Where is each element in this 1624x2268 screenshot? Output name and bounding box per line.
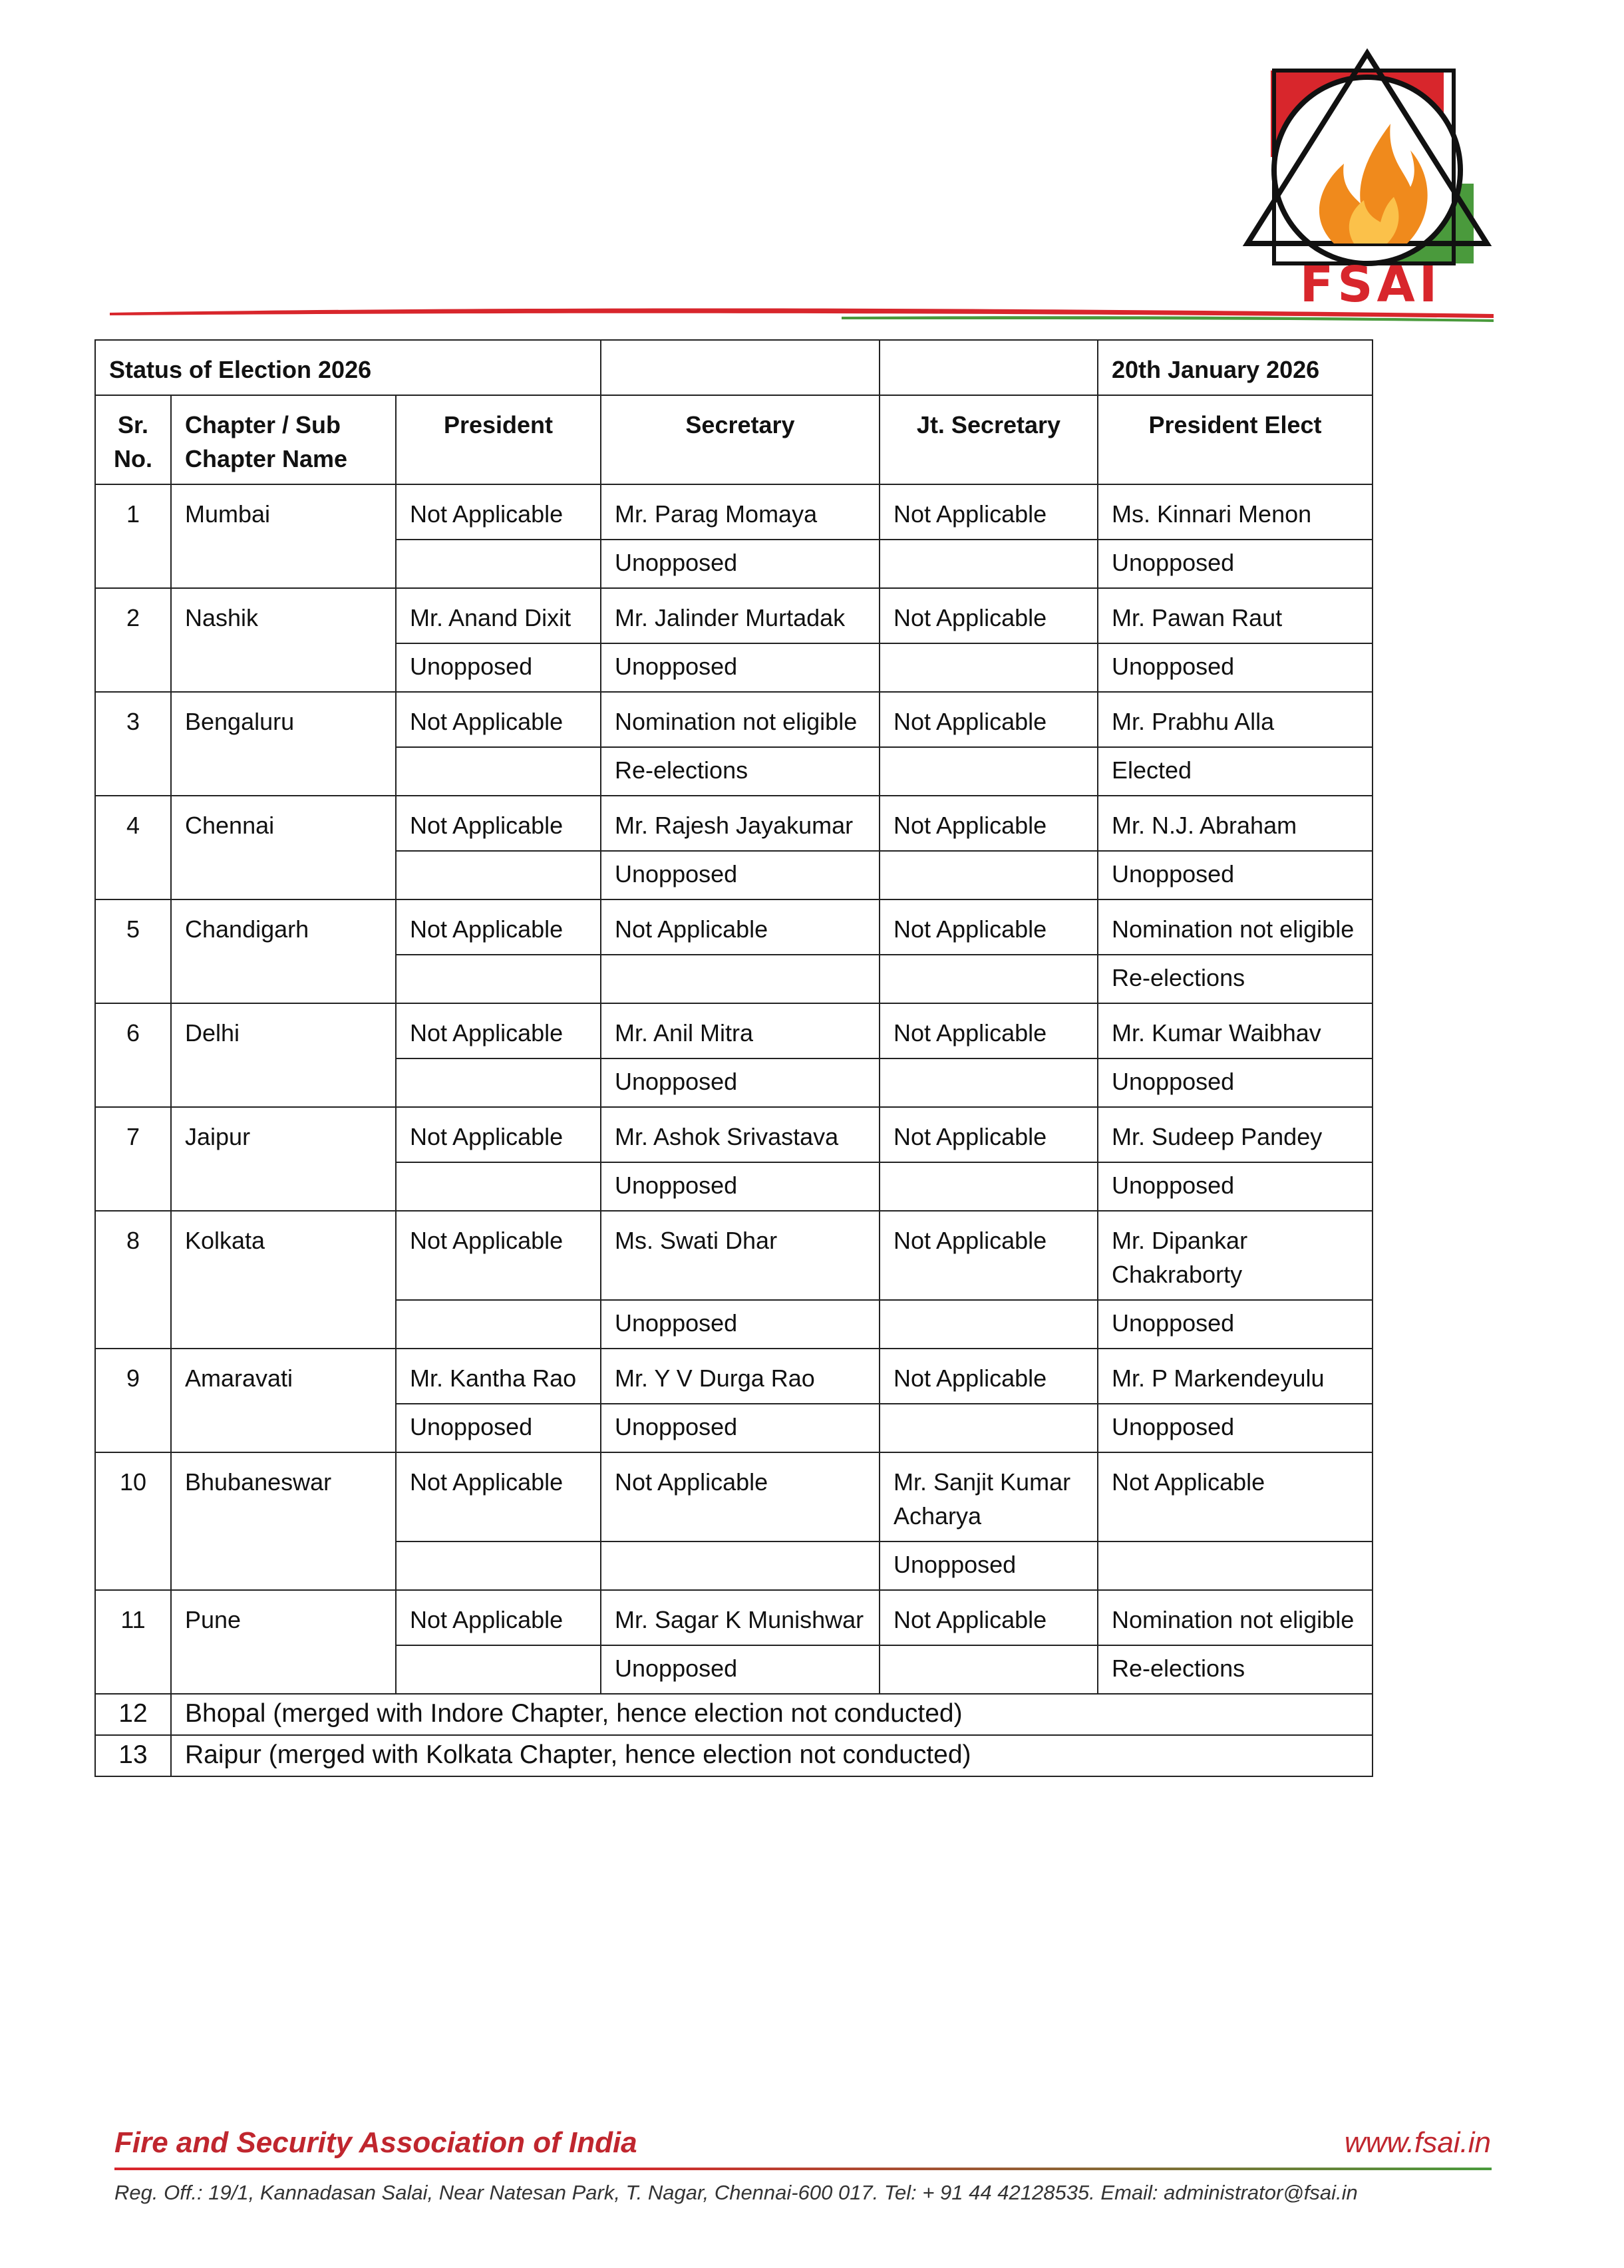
table-row bbox=[95, 1452, 1373, 1541]
footer-website-link[interactable]: www.fsai.in bbox=[1344, 2126, 1491, 2159]
row-sr-number: 6 bbox=[95, 1003, 171, 1107]
table-date: 20th January 2026 bbox=[1098, 340, 1373, 395]
cell-president-elect-status: Unopposed bbox=[1098, 540, 1373, 588]
cell-president-elect-name: Mr. Sudeep Pandey bbox=[1098, 1107, 1373, 1162]
cell-secretary-status: Unopposed bbox=[601, 1162, 880, 1211]
row-chapter-name: Jaipur bbox=[171, 1107, 396, 1211]
cell-president-elect-name: Mr. Kumar Waibhav bbox=[1098, 1003, 1373, 1058]
cell-president-elect-status: Re-elections bbox=[1098, 955, 1373, 1003]
cell-jt-secretary-status bbox=[880, 1058, 1098, 1107]
cell-president-elect-name: Mr. N.J. Abraham bbox=[1098, 796, 1373, 851]
table-row bbox=[95, 588, 1373, 643]
table-title-row bbox=[95, 340, 1373, 395]
table-title: Status of Election 2026 bbox=[95, 340, 601, 395]
cell-jt-secretary-status bbox=[880, 1162, 1098, 1211]
cell-president-elect-status: Unopposed bbox=[1098, 1058, 1373, 1107]
cell-president-status: Unopposed bbox=[396, 643, 601, 692]
row-sr-number: 1 bbox=[95, 484, 171, 588]
cell-secretary-status: Unopposed bbox=[601, 1645, 880, 1694]
cell-secretary-name: Mr. Y V Durga Rao bbox=[601, 1349, 880, 1404]
cell-president-elect-status: Unopposed bbox=[1098, 851, 1373, 899]
table-row bbox=[95, 1349, 1373, 1404]
row-chapter-name: Bengaluru bbox=[171, 692, 396, 796]
cell-president-elect-name: Not Applicable bbox=[1098, 1452, 1373, 1541]
cell-president-name: Not Applicable bbox=[396, 899, 601, 955]
cell-president-status bbox=[396, 1162, 601, 1211]
cell-secretary-name: Mr. Sagar K Munishwar bbox=[601, 1590, 880, 1645]
row-chapter-name: Bhubaneswar bbox=[171, 1452, 396, 1590]
header-divider bbox=[110, 301, 1494, 341]
row-sr-number: 4 bbox=[95, 796, 171, 899]
cell-president-elect-status: Re-elections bbox=[1098, 1645, 1373, 1694]
cell-jt-secretary-status bbox=[880, 540, 1098, 588]
row-chapter-name: Amaravati bbox=[171, 1349, 396, 1452]
cell-jt-secretary-name: Not Applicable bbox=[880, 1590, 1098, 1645]
cell-president-status: Unopposed bbox=[396, 1404, 601, 1452]
cell-secretary-name: Mr. Ashok Srivastava bbox=[601, 1107, 880, 1162]
row-chapter-name: Mumbai bbox=[171, 484, 396, 588]
cell-president-status bbox=[396, 1300, 601, 1349]
cell-secretary-status: Unopposed bbox=[601, 540, 880, 588]
cell-secretary-name: Not Applicable bbox=[601, 899, 880, 955]
row-chapter-name: Kolkata bbox=[171, 1211, 396, 1349]
cell-secretary-name: Mr. Anil Mitra bbox=[601, 1003, 880, 1058]
row-chapter-name: Chennai bbox=[171, 796, 396, 899]
cell-secretary-status: Re-elections bbox=[601, 747, 880, 796]
cell-jt-secretary-name: Not Applicable bbox=[880, 692, 1098, 747]
row-sr-number: 11 bbox=[95, 1590, 171, 1694]
cell-jt-secretary-name: Not Applicable bbox=[880, 1211, 1098, 1300]
cell-president-elect-name: Nomination not eligible bbox=[1098, 899, 1373, 955]
cell-president-name: Not Applicable bbox=[396, 1107, 601, 1162]
row-sr-number: 2 bbox=[95, 588, 171, 692]
note-text: Raipur (merged with Kolkata Chapter, hence election not conducted) bbox=[171, 1735, 1373, 1776]
cell-jt-secretary-name: Not Applicable bbox=[880, 899, 1098, 955]
cell-president-name: Not Applicable bbox=[396, 796, 601, 851]
table-header-row bbox=[95, 395, 1373, 484]
cell-secretary-name: Mr. Parag Momaya bbox=[601, 484, 880, 540]
table-row bbox=[95, 796, 1373, 851]
row-sr-number: 9 bbox=[95, 1349, 171, 1452]
cell-president-name: Not Applicable bbox=[396, 1003, 601, 1058]
cell-secretary-status bbox=[601, 955, 880, 1003]
cell-secretary-status: Unopposed bbox=[601, 1404, 880, 1452]
cell-jt-secretary-name: Mr. Sanjit Kumar Acharya bbox=[880, 1452, 1098, 1541]
cell-president-elect-status: Unopposed bbox=[1098, 1300, 1373, 1349]
footer-divider bbox=[114, 2168, 1492, 2170]
header-chapter: Chapter / Sub Chapter Name bbox=[171, 395, 396, 484]
cell-jt-secretary-status bbox=[880, 1300, 1098, 1349]
cell-president-name: Not Applicable bbox=[396, 692, 601, 747]
cell-president-elect-status: Unopposed bbox=[1098, 643, 1373, 692]
cell-president-status bbox=[396, 955, 601, 1003]
cell-jt-secretary-status bbox=[880, 747, 1098, 796]
table-row bbox=[95, 692, 1373, 747]
cell-secretary-status: Unopposed bbox=[601, 851, 880, 899]
row-chapter-name: Nashik bbox=[171, 588, 396, 692]
cell-president-elect-name: Ms. Kinnari Menon bbox=[1098, 484, 1373, 540]
header-jt-secretary: Jt. Secretary bbox=[880, 395, 1098, 484]
row-sr-number: 5 bbox=[95, 899, 171, 1003]
cell-president-status bbox=[396, 851, 601, 899]
cell-jt-secretary-name: Not Applicable bbox=[880, 796, 1098, 851]
cell-president-elect-status: Unopposed bbox=[1098, 1404, 1373, 1452]
cell-secretary-status bbox=[601, 1541, 880, 1590]
table-row bbox=[95, 484, 1373, 540]
note-sr-number: 13 bbox=[95, 1735, 171, 1776]
cell-president-elect-status: Elected bbox=[1098, 747, 1373, 796]
cell-president-elect-name: Nomination not eligible bbox=[1098, 1590, 1373, 1645]
row-chapter-name: Delhi bbox=[171, 1003, 396, 1107]
cell-jt-secretary-name: Not Applicable bbox=[880, 1107, 1098, 1162]
table-row bbox=[95, 1003, 1373, 1058]
table-row bbox=[95, 899, 1373, 955]
cell-jt-secretary-name: Not Applicable bbox=[880, 1349, 1098, 1404]
cell-jt-secretary-name: Not Applicable bbox=[880, 484, 1098, 540]
cell-secretary-name: Not Applicable bbox=[601, 1452, 880, 1541]
cell-president-name: Not Applicable bbox=[396, 484, 601, 540]
table-row bbox=[95, 1107, 1373, 1162]
cell-jt-secretary-name: Not Applicable bbox=[880, 1003, 1098, 1058]
cell-secretary-name: Mr. Jalinder Murtadak bbox=[601, 588, 880, 643]
cell-president-elect-name: Mr. Pawan Raut bbox=[1098, 588, 1373, 643]
cell-secretary-name: Ms. Swati Dhar bbox=[601, 1211, 880, 1300]
row-sr-number: 8 bbox=[95, 1211, 171, 1349]
header-president: President bbox=[396, 395, 601, 484]
cell-jt-secretary-status bbox=[880, 1404, 1098, 1452]
row-chapter-name: Pune bbox=[171, 1590, 396, 1694]
cell-president-name: Mr. Anand Dixit bbox=[396, 588, 601, 643]
cell-secretary-name: Nomination not eligible bbox=[601, 692, 880, 747]
cell-secretary-status: Unopposed bbox=[601, 643, 880, 692]
cell-president-elect-name: Mr. Prabhu Alla bbox=[1098, 692, 1373, 747]
cell-president-status bbox=[396, 1541, 601, 1590]
row-sr-number: 10 bbox=[95, 1452, 171, 1590]
cell-secretary-status: Unopposed bbox=[601, 1058, 880, 1107]
cell-president-elect-status bbox=[1098, 1541, 1373, 1590]
row-sr-number: 3 bbox=[95, 692, 171, 796]
header-president-elect: President Elect bbox=[1098, 395, 1373, 484]
footer-address: Reg. Off.: 19/1, Kannadasan Salai, Near Natesan Park, T. Nagar, Chennai-600 017. Tel: + 91 44 42128535. Email: administrator@fsai.in bbox=[114, 2181, 1358, 2204]
cell-president-elect-name: Mr. Dipankar Chakraborty bbox=[1098, 1211, 1373, 1300]
cell-president-elect-name: Mr. P Markendeyulu bbox=[1098, 1349, 1373, 1404]
cell-jt-secretary-status bbox=[880, 955, 1098, 1003]
election-status-table bbox=[94, 339, 1373, 1777]
table-note-row bbox=[95, 1735, 1373, 1776]
note-sr-number: 12 bbox=[95, 1694, 171, 1735]
cell-president-status bbox=[396, 540, 601, 588]
footer-org-name: Fire and Security Association of India bbox=[114, 2126, 637, 2159]
note-text: Bhopal (merged with Indore Chapter, hence election not conducted) bbox=[171, 1694, 1373, 1735]
cell-jt-secretary-name: Not Applicable bbox=[880, 588, 1098, 643]
cell-president-elect-status: Unopposed bbox=[1098, 1162, 1373, 1211]
cell-jt-secretary-status bbox=[880, 1645, 1098, 1694]
brand-logo-text: FSAI bbox=[1299, 256, 1442, 313]
cell-secretary-status: Unopposed bbox=[601, 1300, 880, 1349]
cell-president-name: Not Applicable bbox=[396, 1590, 601, 1645]
table-row bbox=[95, 1590, 1373, 1645]
header-secretary: Secretary bbox=[601, 395, 880, 484]
cell-president-status bbox=[396, 1645, 601, 1694]
cell-president-name: Not Applicable bbox=[396, 1211, 601, 1300]
table-note-row bbox=[95, 1694, 1373, 1735]
cell-president-status bbox=[396, 1058, 601, 1107]
table-row bbox=[95, 1211, 1373, 1300]
cell-jt-secretary-status bbox=[880, 851, 1098, 899]
cell-president-name: Not Applicable bbox=[396, 1452, 601, 1541]
cell-president-status bbox=[396, 747, 601, 796]
cell-president-name: Mr. Kantha Rao bbox=[396, 1349, 601, 1404]
row-sr-number: 7 bbox=[95, 1107, 171, 1211]
cell-jt-secretary-status bbox=[880, 643, 1098, 692]
row-chapter-name: Chandigarh bbox=[171, 899, 396, 1003]
cell-jt-secretary-status: Unopposed bbox=[880, 1541, 1098, 1590]
header-sr: Sr. No. bbox=[95, 395, 171, 484]
cell-secretary-name: Mr. Rajesh Jayakumar bbox=[601, 796, 880, 851]
